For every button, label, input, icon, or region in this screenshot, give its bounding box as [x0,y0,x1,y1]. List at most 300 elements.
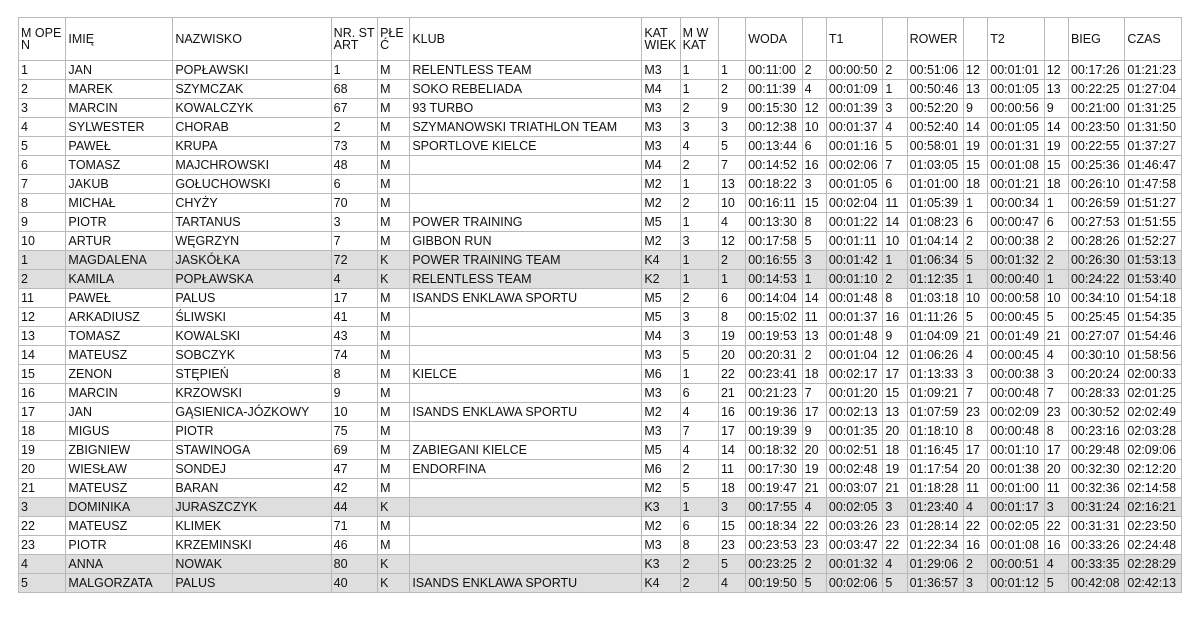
cell-swim-rank: 4 [718,213,745,232]
cell-run-time: 00:22:25 [1068,80,1124,99]
table-row [19,365,1182,384]
cell-last-name: KLIMEK [173,517,331,536]
cell-swim-rank: 8 [718,308,745,327]
cell-place-in-category: 1 [680,251,718,270]
cell-club: GIBBON RUN [410,232,642,251]
cell-place-in-category: 3 [680,308,718,327]
cell-first-name: JAN [66,61,173,80]
col-header-m-open: M OPEN [19,18,66,61]
cell-t1-time: 00:02:13 [826,403,882,422]
table-row [19,61,1182,80]
cell-sex: M [378,80,410,99]
cell-swim-rank: 5 [718,555,745,574]
cell-bike-time: 00:58:01 [907,137,963,156]
cell-place-in-category: 5 [680,479,718,498]
cell-age-category: M5 [642,308,680,327]
cell-t1-time: 00:01:20 [826,384,882,403]
cell-open-place: 23 [19,536,66,555]
cell-t1-rank: 3 [802,175,826,194]
col-header-t2-rank [964,18,988,61]
cell-t2-time: 00:01:32 [988,251,1044,270]
cell-bike-rank: 2 [883,270,907,289]
cell-open-place: 4 [19,118,66,137]
cell-age-category: M3 [642,137,680,156]
cell-sex: M [378,441,410,460]
cell-t2-rank: 13 [964,80,988,99]
cell-club [410,175,642,194]
cell-total-time: 01:31:50 [1125,118,1182,137]
cell-run-time: 00:32:30 [1068,460,1124,479]
cell-total-time: 01:54:18 [1125,289,1182,308]
cell-start-number: 74 [331,346,377,365]
cell-sex: K [378,498,410,517]
cell-swim-time: 00:19:47 [746,479,802,498]
table-row [19,308,1182,327]
cell-t2-rank: 2 [964,232,988,251]
cell-first-name: MATEUSZ [66,346,173,365]
cell-t2-time: 00:00:51 [988,555,1044,574]
cell-bike-time: 01:04:14 [907,232,963,251]
cell-t1-time: 00:01:37 [826,308,882,327]
cell-place-in-category: 2 [680,574,718,593]
cell-swim-time: 00:21:23 [746,384,802,403]
cell-bike-time: 01:18:28 [907,479,963,498]
col-header-run: BIEG [1068,18,1124,61]
cell-bike-time: 01:05:39 [907,194,963,213]
cell-bike-time: 01:28:14 [907,517,963,536]
cell-t1-time: 00:02:06 [826,574,882,593]
cell-bike-rank: 22 [883,536,907,555]
cell-place-in-category: 8 [680,536,718,555]
cell-total-time: 01:52:27 [1125,232,1182,251]
cell-sex: M [378,61,410,80]
cell-bike-rank: 5 [883,574,907,593]
results-table [18,17,1182,593]
cell-first-name: MATEUSZ [66,517,173,536]
cell-club [410,498,642,517]
cell-last-name: PALUS [173,574,331,593]
cell-t2-time: 00:01:10 [988,441,1044,460]
cell-total-time: 02:02:49 [1125,403,1182,422]
cell-swim-time: 00:17:55 [746,498,802,517]
cell-t1-time: 00:01:37 [826,118,882,137]
table-row [19,555,1182,574]
cell-sex: M [378,194,410,213]
cell-bike-time: 00:52:40 [907,118,963,137]
cell-age-category: M2 [642,517,680,536]
cell-run-rank: 3 [1044,365,1068,384]
cell-first-name: PAWEŁ [66,289,173,308]
cell-t1-rank: 8 [802,213,826,232]
cell-sex: K [378,555,410,574]
cell-start-number: 6 [331,175,377,194]
cell-run-time: 00:26:59 [1068,194,1124,213]
cell-swim-time: 00:16:55 [746,251,802,270]
cell-last-name: KRZEMINSKI [173,536,331,555]
cell-t2-time: 00:00:45 [988,346,1044,365]
cell-bike-rank: 11 [883,194,907,213]
cell-t2-rank: 5 [964,251,988,270]
cell-start-number: 17 [331,289,377,308]
cell-first-name: ANNA [66,555,173,574]
cell-last-name: JASKÓŁKA [173,251,331,270]
cell-t1-time: 00:02:04 [826,194,882,213]
cell-bike-rank: 16 [883,308,907,327]
cell-start-number: 40 [331,574,377,593]
cell-run-time: 00:25:45 [1068,308,1124,327]
cell-total-time: 01:37:27 [1125,137,1182,156]
cell-t1-time: 00:01:10 [826,270,882,289]
cell-t1-rank: 2 [802,346,826,365]
cell-swim-time: 00:17:58 [746,232,802,251]
cell-run-rank: 1 [1044,270,1068,289]
cell-club: KIELCE [410,365,642,384]
cell-place-in-category: 2 [680,194,718,213]
cell-start-number: 43 [331,327,377,346]
cell-t1-time: 00:02:06 [826,156,882,175]
cell-place-in-category: 1 [680,498,718,517]
cell-t1-rank: 20 [802,441,826,460]
cell-club [410,194,642,213]
cell-last-name: KOWALSKI [173,327,331,346]
col-header-age-category: KAT WIEK [642,18,680,61]
cell-first-name: KAMILA [66,270,173,289]
cell-club: ENDORFINA [410,460,642,479]
cell-bike-rank: 3 [883,99,907,118]
cell-t1-time: 00:01:11 [826,232,882,251]
cell-first-name: WIESŁAW [66,460,173,479]
table-row [19,346,1182,365]
cell-t1-rank: 2 [802,555,826,574]
cell-first-name: SYLWESTER [66,118,173,137]
cell-t2-time: 00:00:38 [988,232,1044,251]
cell-run-rank: 13 [1044,80,1068,99]
cell-last-name: SOBCZYK [173,346,331,365]
cell-open-place: 2 [19,270,66,289]
col-header-bike: ROWER [907,18,963,61]
cell-bike-rank: 8 [883,289,907,308]
table-row [19,156,1182,175]
cell-run-rank: 12 [1044,61,1068,80]
cell-t1-rank: 23 [802,536,826,555]
cell-t1-time: 00:03:26 [826,517,882,536]
cell-t2-time: 00:00:58 [988,289,1044,308]
cell-swim-time: 00:13:44 [746,137,802,156]
cell-last-name: STĘPIEŃ [173,365,331,384]
cell-swim-rank: 12 [718,232,745,251]
cell-bike-rank: 1 [883,251,907,270]
cell-bike-rank: 2 [883,61,907,80]
cell-t2-rank: 3 [964,574,988,593]
cell-t1-rank: 19 [802,460,826,479]
cell-open-place: 2 [19,80,66,99]
table-row [19,213,1182,232]
cell-t1-time: 00:01:35 [826,422,882,441]
col-header-t2: T2 [988,18,1044,61]
cell-t1-rank: 3 [802,251,826,270]
cell-place-in-category: 6 [680,384,718,403]
cell-place-in-category: 5 [680,346,718,365]
cell-run-rank: 14 [1044,118,1068,137]
cell-swim-time: 00:15:02 [746,308,802,327]
cell-run-rank: 19 [1044,137,1068,156]
cell-t1-time: 00:01:09 [826,80,882,99]
cell-t2-rank: 1 [964,270,988,289]
cell-run-time: 00:23:16 [1068,422,1124,441]
cell-run-rank: 17 [1044,441,1068,460]
cell-sex: M [378,422,410,441]
cell-t1-time: 00:03:07 [826,479,882,498]
cell-swim-time: 00:16:11 [746,194,802,213]
cell-run-rank: 4 [1044,555,1068,574]
cell-t2-rank: 9 [964,99,988,118]
cell-t2-rank: 18 [964,175,988,194]
cell-sex: K [378,251,410,270]
cell-age-category: M4 [642,327,680,346]
cell-sex: M [378,137,410,156]
cell-t2-rank: 14 [964,118,988,137]
cell-last-name: PIOTR [173,422,331,441]
cell-club: RELENTLESS TEAM [410,61,642,80]
cell-age-category: K4 [642,251,680,270]
cell-last-name: POPŁAWSKA [173,270,331,289]
cell-t2-rank: 17 [964,441,988,460]
cell-t1-time: 00:01:22 [826,213,882,232]
cell-swim-time: 00:23:41 [746,365,802,384]
cell-start-number: 46 [331,536,377,555]
col-header-place-in-category: M W KAT [680,18,718,61]
cell-t2-time: 00:00:40 [988,270,1044,289]
cell-last-name: MAJCHROWSKI [173,156,331,175]
cell-swim-rank: 6 [718,289,745,308]
cell-sex: M [378,156,410,175]
cell-sex: M [378,536,410,555]
cell-club: SPORTLOVE KIELCE [410,137,642,156]
cell-age-category: M6 [642,460,680,479]
cell-bike-time: 00:51:06 [907,61,963,80]
cell-swim-rank: 20 [718,346,745,365]
cell-t1-time: 00:02:05 [826,498,882,517]
col-header-swim-rank [718,18,745,61]
cell-t2-rank: 12 [964,61,988,80]
cell-start-number: 48 [331,156,377,175]
cell-total-time: 01:53:13 [1125,251,1182,270]
cell-bike-time: 01:01:00 [907,175,963,194]
cell-open-place: 5 [19,574,66,593]
cell-bike-time: 01:18:10 [907,422,963,441]
cell-total-time: 02:16:21 [1125,498,1182,517]
cell-swim-rank: 4 [718,574,745,593]
cell-t1-time: 00:01:42 [826,251,882,270]
cell-open-place: 17 [19,403,66,422]
cell-swim-time: 00:23:25 [746,555,802,574]
cell-swim-rank: 2 [718,251,745,270]
cell-run-time: 00:31:31 [1068,517,1124,536]
cell-last-name: POPŁAWSKI [173,61,331,80]
cell-club [410,384,642,403]
cell-swim-time: 00:20:31 [746,346,802,365]
cell-first-name: TOMASZ [66,327,173,346]
cell-place-in-category: 2 [680,99,718,118]
cell-bike-rank: 19 [883,460,907,479]
table-row [19,270,1182,289]
cell-run-rank: 1 [1044,194,1068,213]
col-header-bike-rank [883,18,907,61]
cell-last-name: ŚLIWSKI [173,308,331,327]
col-header-swim: WODA [746,18,802,61]
cell-place-in-category: 4 [680,137,718,156]
cell-t2-time: 00:00:48 [988,422,1044,441]
cell-open-place: 8 [19,194,66,213]
cell-open-place: 13 [19,327,66,346]
cell-t1-rank: 4 [802,498,826,517]
cell-age-category: M4 [642,156,680,175]
cell-place-in-category: 3 [680,327,718,346]
cell-sex: M [378,460,410,479]
cell-t1-rank: 7 [802,384,826,403]
table-row [19,327,1182,346]
cell-sex: M [378,479,410,498]
cell-club: SZYMANOWSKI TRIATHLON TEAM [410,118,642,137]
cell-swim-rank: 23 [718,536,745,555]
col-header-first-name: IMIĘ [66,18,173,61]
cell-t1-rank: 15 [802,194,826,213]
cell-run-time: 00:31:24 [1068,498,1124,517]
cell-bike-rank: 4 [883,555,907,574]
header-row [19,18,1182,61]
cell-t2-rank: 21 [964,327,988,346]
cell-sex: M [378,403,410,422]
cell-bike-time: 01:11:26 [907,308,963,327]
cell-t2-time: 00:01:08 [988,156,1044,175]
cell-t2-rank: 19 [964,137,988,156]
cell-total-time: 01:27:04 [1125,80,1182,99]
cell-t2-time: 00:01:08 [988,536,1044,555]
cell-place-in-category: 2 [680,555,718,574]
cell-run-time: 00:27:07 [1068,327,1124,346]
cell-first-name: MARCIN [66,384,173,403]
table-row [19,118,1182,137]
cell-t2-rank: 10 [964,289,988,308]
cell-place-in-category: 3 [680,232,718,251]
cell-bike-rank: 20 [883,422,907,441]
cell-t2-time: 00:01:12 [988,574,1044,593]
cell-last-name: PALUS [173,289,331,308]
cell-t2-rank: 20 [964,460,988,479]
cell-t2-rank: 8 [964,422,988,441]
cell-swim-rank: 2 [718,80,745,99]
cell-open-place: 1 [19,251,66,270]
cell-total-time: 01:31:25 [1125,99,1182,118]
cell-swim-time: 00:19:36 [746,403,802,422]
cell-age-category: K2 [642,270,680,289]
cell-swim-rank: 11 [718,460,745,479]
cell-swim-rank: 15 [718,517,745,536]
cell-bike-rank: 13 [883,403,907,422]
cell-bike-time: 01:12:35 [907,270,963,289]
cell-last-name: BARAN [173,479,331,498]
cell-t2-time: 00:01:01 [988,61,1044,80]
cell-bike-rank: 23 [883,517,907,536]
cell-swim-time: 00:11:00 [746,61,802,80]
cell-run-rank: 4 [1044,346,1068,365]
cell-club: POWER TRAINING [410,213,642,232]
cell-run-time: 00:26:10 [1068,175,1124,194]
cell-swim-time: 00:14:04 [746,289,802,308]
table-row [19,441,1182,460]
cell-total-time: 02:28:29 [1125,555,1182,574]
cell-t1-rank: 1 [802,270,826,289]
cell-age-category: M2 [642,232,680,251]
table-row [19,175,1182,194]
cell-bike-time: 01:08:23 [907,213,963,232]
cell-t1-rank: 10 [802,118,826,137]
cell-t2-time: 00:00:56 [988,99,1044,118]
cell-start-number: 70 [331,194,377,213]
cell-first-name: ZBIGNIEW [66,441,173,460]
cell-open-place: 11 [19,289,66,308]
cell-age-category: M3 [642,118,680,137]
cell-bike-time: 01:16:45 [907,441,963,460]
cell-start-number: 67 [331,99,377,118]
cell-start-number: 41 [331,308,377,327]
cell-club: ISANDS ENKLAWA SPORTU [410,289,642,308]
cell-t2-time: 00:01:21 [988,175,1044,194]
cell-total-time: 01:51:55 [1125,213,1182,232]
cell-t2-time: 00:00:38 [988,365,1044,384]
cell-t2-time: 00:01:17 [988,498,1044,517]
cell-t1-rank: 6 [802,137,826,156]
cell-bike-time: 01:07:59 [907,403,963,422]
cell-club [410,517,642,536]
cell-run-rank: 15 [1044,156,1068,175]
cell-run-time: 00:20:24 [1068,365,1124,384]
cell-bike-time: 01:29:06 [907,555,963,574]
cell-bike-time: 01:09:21 [907,384,963,403]
cell-place-in-category: 4 [680,441,718,460]
cell-last-name: SZYMCZAK [173,80,331,99]
cell-t1-rank: 16 [802,156,826,175]
cell-club [410,308,642,327]
cell-bike-rank: 17 [883,365,907,384]
cell-run-rank: 11 [1044,479,1068,498]
cell-first-name: ZENON [66,365,173,384]
cell-sex: M [378,175,410,194]
cell-t2-time: 00:02:05 [988,517,1044,536]
cell-last-name: STAWINOGA [173,441,331,460]
cell-sex: M [378,327,410,346]
table-row [19,251,1182,270]
cell-t1-time: 00:01:39 [826,99,882,118]
cell-total-time: 01:51:27 [1125,194,1182,213]
cell-age-category: M5 [642,213,680,232]
cell-open-place: 7 [19,175,66,194]
cell-run-time: 00:34:10 [1068,289,1124,308]
cell-run-time: 00:33:35 [1068,555,1124,574]
cell-last-name: WĘGRZYN [173,232,331,251]
cell-start-number: 3 [331,213,377,232]
cell-run-rank: 6 [1044,213,1068,232]
cell-run-time: 00:23:50 [1068,118,1124,137]
col-header-start-number: NR. START [331,18,377,61]
cell-last-name: CHORAB [173,118,331,137]
cell-run-rank: 10 [1044,289,1068,308]
table-row [19,403,1182,422]
cell-run-time: 00:27:53 [1068,213,1124,232]
cell-first-name: MICHAŁ [66,194,173,213]
cell-t1-rank: 14 [802,289,826,308]
table-row [19,289,1182,308]
